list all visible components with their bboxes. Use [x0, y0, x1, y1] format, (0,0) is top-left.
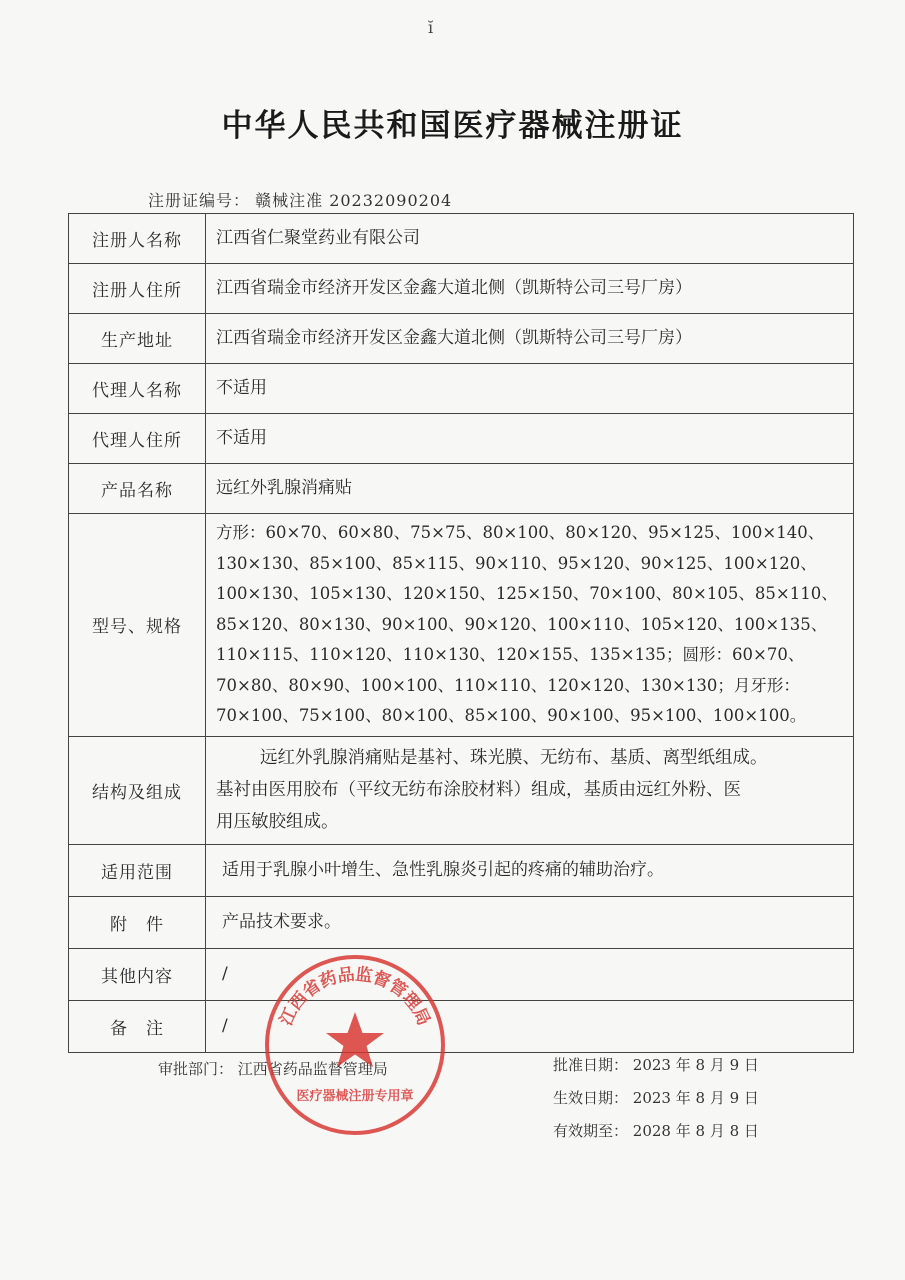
table-row [69, 896, 854, 948]
table-row [69, 948, 854, 1000]
star-icon [326, 1012, 384, 1067]
agent-name-label: 代理人名称 [69, 364, 206, 414]
registration-number-value: 赣械注准 20232090204 [255, 191, 453, 210]
product-name-value: 远红外乳腺消痛贴 [206, 464, 854, 514]
structure-label: 结构及组成 [69, 736, 206, 844]
registrant-name-value: 江西省仁聚堂药业有限公司 [206, 214, 854, 264]
registrant-address-value: 江西省瑞金市经济开发区金鑫大道北侧（凯斯特公司三号厂房） [206, 264, 854, 314]
approval-date-value: 2023 年 8 月 9 日 [632, 1056, 759, 1074]
table-row [69, 364, 854, 414]
table-row [69, 314, 854, 364]
table-row [69, 214, 854, 264]
top-mark: ĭ [428, 18, 434, 37]
attachment-value: 产品技术要求。 [206, 896, 854, 948]
structure-line: 用压敏胶组成。 [216, 812, 339, 832]
scope-value: 适用于乳腺小叶增生、急性乳腺炎引起的疼痛的辅助治疗。 [206, 844, 854, 896]
seal-inner-text: 医疗器械注册专用章 [296, 1089, 414, 1104]
valid-until [553, 1120, 759, 1141]
structure-value [206, 736, 854, 844]
scope-label: 适用范围 [69, 844, 206, 896]
model-spec-line: 70×100、75×100、80×100、85×100、90×100、95×100、100×100。 [216, 706, 807, 725]
effective-date [553, 1087, 759, 1108]
registration-number [148, 188, 452, 211]
table-row [69, 464, 854, 514]
official-seal [260, 950, 450, 1140]
agent-address-label: 代理人住所 [69, 414, 206, 464]
approval-date-label: 批准日期： [553, 1056, 629, 1074]
attachment-label: 附 件 [69, 896, 206, 948]
registrant-name-label: 注册人名称 [69, 214, 206, 264]
remarks-label: 备 注 [69, 1000, 206, 1052]
seal-outer-text: 江西省药品监督管理局 [276, 964, 434, 1029]
effective-date-label: 生效日期： [553, 1089, 629, 1107]
remarks-value: / [206, 1000, 854, 1052]
production-address-label: 生产地址 [69, 314, 206, 364]
valid-until-value: 2028 年 8 月 8 日 [632, 1122, 759, 1140]
model-spec-line: 85×120、80×130、90×100、90×120、100×110、105×120、100×135、 [216, 614, 828, 634]
structure-line: 基衬由医用胶布（平纹无纺布涂胶材料）组成，基质由远红外粉、医 [216, 780, 741, 800]
other-value: / [206, 948, 854, 1000]
table-row [69, 514, 854, 737]
valid-until-label: 有效期至： [553, 1122, 629, 1140]
model-spec-label: 型号、规格 [69, 514, 206, 737]
registrant-address-label: 注册人住所 [69, 264, 206, 314]
model-spec-line: 110×115、110×120、110×130、120×155、135×135；圆形：60×70、 [216, 645, 805, 664]
table-row [69, 1000, 854, 1052]
production-address-value: 江西省瑞金市经济开发区金鑫大道北侧（凯斯特公司三号厂房） [206, 314, 854, 364]
approval-date [553, 1054, 759, 1075]
table-row [69, 844, 854, 896]
product-name-label: 产品名称 [69, 464, 206, 514]
agent-name-value: 不适用 [206, 364, 854, 414]
agent-address-value: 不适用 [206, 414, 854, 464]
certificate-table [68, 213, 854, 1053]
model-spec-line: 方形：60×70、60×80、75×75、80×100、80×120、95×125、100×140、 [216, 523, 825, 542]
page-title: 中华人民共和国医疗器械注册证 [221, 108, 684, 144]
approval-department-value: 江西省药品监督管理局 [237, 1060, 388, 1078]
model-spec-line: 130×130、85×100、85×115、90×110、95×120、90×125、100×120、 [216, 553, 817, 573]
approval-department-label: 审批部门： [158, 1060, 234, 1078]
table-row [69, 736, 854, 844]
registration-number-label: 注册证编号： [148, 191, 251, 210]
model-spec-line: 100×130、105×130、120×150、125×150、70×100、80×105、85×110、 [216, 584, 838, 603]
model-spec-value [206, 514, 854, 737]
table-row [69, 414, 854, 464]
structure-line: 远红外乳腺消痛贴是基衬、珠光膜、无纺布、基质、离型纸组成。 [260, 748, 768, 768]
table-row [69, 264, 854, 314]
model-spec-line: 70×80、80×90、100×100、110×110、120×120、130×130；月牙形： [216, 675, 800, 695]
other-label: 其他内容 [69, 948, 206, 1000]
effective-date-value: 2023 年 8 月 9 日 [632, 1089, 759, 1107]
